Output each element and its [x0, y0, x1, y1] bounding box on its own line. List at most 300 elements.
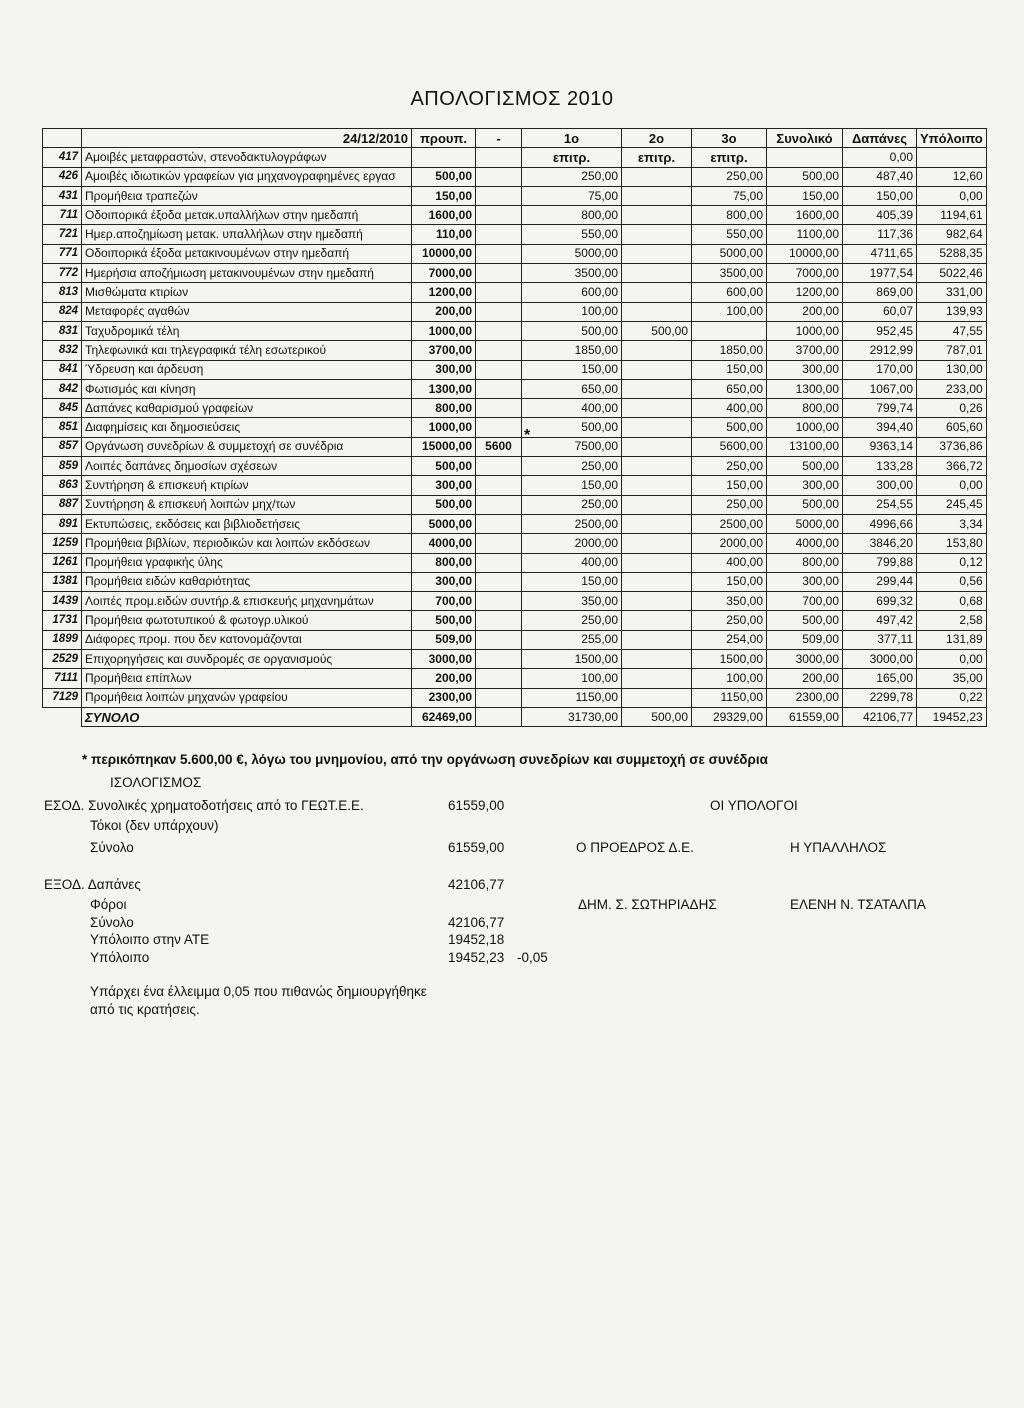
row-code: 845: [43, 399, 82, 418]
row-extra: [476, 630, 522, 649]
row-col1: 1150,00: [522, 688, 622, 707]
row-code: 859: [43, 457, 82, 476]
row-extra: [476, 225, 522, 244]
row-col3: 100,00: [692, 669, 767, 688]
row-col1: 2500,00: [522, 514, 622, 533]
row-col2: [622, 476, 692, 495]
row-budget: 1000,00: [412, 418, 476, 437]
row-extra: [476, 264, 522, 283]
row-col1: 75,00: [522, 186, 622, 205]
row-code: 832: [43, 341, 82, 360]
row-extra: [476, 514, 522, 533]
row-remaining: 0,12: [917, 553, 987, 572]
header-expenses: Δαπάνες: [843, 129, 917, 148]
sum2-label: Σύνολο: [90, 915, 134, 930]
table-body: [43, 129, 987, 727]
total-total: 61559,00: [767, 707, 843, 726]
row-col1: 250,00: [522, 167, 622, 186]
row-remaining: 366,72: [917, 457, 987, 476]
row-col2: [622, 534, 692, 553]
row-total: 509,00: [767, 630, 843, 649]
row-remaining: 5022,46: [917, 264, 987, 283]
row-remaining: 982,64: [917, 225, 987, 244]
row-total: 1600,00: [767, 206, 843, 225]
table-row: [43, 379, 987, 398]
row-col2: [622, 669, 692, 688]
table-row: [43, 148, 987, 167]
row-budget: 200,00: [412, 669, 476, 688]
row-remaining: 0,00: [917, 650, 987, 669]
row-col2: [622, 611, 692, 630]
row-extra: [476, 457, 522, 476]
row-remaining: 245,45: [917, 495, 987, 514]
row-col3: 1150,00: [692, 688, 767, 707]
row-col2: [622, 495, 692, 514]
row-total: 300,00: [767, 476, 843, 495]
row-col2: [622, 457, 692, 476]
ate-label: Υπόλοιπο στην ΑΤΕ: [90, 932, 210, 947]
header-blank-code: [43, 129, 82, 148]
total-expenses: 42106,77: [843, 707, 917, 726]
row-expenses: 0,00: [843, 148, 917, 167]
row-col1: 500,00: [522, 321, 622, 340]
row-budget: 10000,00: [412, 244, 476, 263]
row-budget: 1600,00: [412, 206, 476, 225]
row-extra: [476, 553, 522, 572]
row-budget: 800,00: [412, 553, 476, 572]
row-description: Προμήθεια επίπλων: [82, 669, 412, 688]
row-col1: 2000,00: [522, 534, 622, 553]
row-remaining: 5288,35: [917, 244, 987, 263]
row-expenses: 4711,65: [843, 244, 917, 263]
row-total: 1000,00: [767, 321, 843, 340]
total-extra: [476, 707, 522, 726]
total-col3: 29329,00: [692, 707, 767, 726]
row-total: 500,00: [767, 457, 843, 476]
row-code: 2529: [43, 650, 82, 669]
table-row: [43, 572, 987, 591]
row-col3: 250,00: [692, 495, 767, 514]
row-expenses: 799,88: [843, 553, 917, 572]
table-row: [43, 206, 987, 225]
row-extra: [476, 206, 522, 225]
row-col2: [622, 650, 692, 669]
row-budget: 200,00: [412, 302, 476, 321]
row-col2: [622, 186, 692, 205]
ate-value: 19452,18: [448, 932, 505, 947]
row-col2: [622, 418, 692, 437]
row-description: Επιχορηγήσεις και συνδρομές σε οργανισμούς: [82, 650, 412, 669]
row-expenses: 150,00: [843, 186, 917, 205]
table-row: [43, 688, 987, 707]
income-label: ΕΣΟΔ. Συνολικές χρηματοδοτήσεις από το ΓΕΩΤ.Ε.Ε.: [44, 798, 364, 813]
table-row: [43, 534, 987, 553]
row-description: Οδοιπορικά έξοδα μετακινουμένων στην ημεδαπή: [82, 244, 412, 263]
row-expenses: 4996,66: [843, 514, 917, 533]
row-col3: 800,00: [692, 206, 767, 225]
row-total: 3000,00: [767, 650, 843, 669]
row-description: Αμοιβές μεταφραστών, στενοδακτυλογράφων: [82, 148, 412, 167]
row-description: Ημερήσια αποζήμιωση μετακινουμένων στην ημεδαπή: [82, 264, 412, 283]
total-row: [43, 707, 987, 726]
row-col3: 650,00: [692, 379, 767, 398]
row-extra: [476, 688, 522, 707]
row-col3: 550,00: [692, 225, 767, 244]
row-remaining: 787,01: [917, 341, 987, 360]
table-row: [43, 611, 987, 630]
header-col3: 3ο: [692, 129, 767, 148]
row-extra: [476, 186, 522, 205]
row-col2: [622, 592, 692, 611]
row-col1: 400,00: [522, 553, 622, 572]
row-budget: 5000,00: [412, 514, 476, 533]
row-budget: 1300,00: [412, 379, 476, 398]
row-expenses: 9363,14: [843, 437, 917, 456]
table-row: [43, 457, 987, 476]
row-col3: 600,00: [692, 283, 767, 302]
row-extra: [476, 611, 522, 630]
header-col1: 1ο: [522, 129, 622, 148]
row-code: 426: [43, 167, 82, 186]
row-remaining: 3736,86: [917, 437, 987, 456]
row-col1: 150,00: [522, 360, 622, 379]
row-col1: 250,00: [522, 495, 622, 514]
row-remaining: 0,00: [917, 186, 987, 205]
row-total: 1100,00: [767, 225, 843, 244]
row-col2: [622, 379, 692, 398]
row-code: 863: [43, 476, 82, 495]
sum2-value: 42106,77: [448, 915, 505, 930]
president-name: ΔΗΜ. Σ. ΣΩΤΗΡΙΑΔΗΣ: [578, 897, 717, 912]
total-label: ΣΥΝΟΛΟ: [82, 707, 412, 726]
row-remaining: 1194,61: [917, 206, 987, 225]
row-total: 500,00: [767, 167, 843, 186]
row-extra: [476, 341, 522, 360]
row-total: 3700,00: [767, 341, 843, 360]
row-description: Προμήθεια βιβλίων, περιοδικών και λοιπών εκδόσεων: [82, 534, 412, 553]
deficit-note-line2: από τις κρατήσεις.: [90, 1002, 200, 1017]
row-extra: [476, 418, 522, 437]
row-col1: 600,00: [522, 283, 622, 302]
row-extra: 5600: [476, 437, 522, 456]
row-col3: 3500,00: [692, 264, 767, 283]
row-extra: [476, 379, 522, 398]
row-col3: 500,00: [692, 418, 767, 437]
row-expenses: 165,00: [843, 669, 917, 688]
row-code: 857: [43, 437, 82, 456]
table-header-row: [43, 129, 987, 148]
row-code: 431: [43, 186, 82, 205]
row-budget: 15000,00: [412, 437, 476, 456]
row-total: 800,00: [767, 553, 843, 572]
table-row: [43, 650, 987, 669]
table-row: [43, 630, 987, 649]
row-description: Ταχυδρομικά τέλη: [82, 321, 412, 340]
row-extra: [476, 244, 522, 263]
row-col1: 800,00: [522, 206, 622, 225]
row-col1: 100,00: [522, 669, 622, 688]
table-row: [43, 476, 987, 495]
row-col2: [622, 360, 692, 379]
row-total: 700,00: [767, 592, 843, 611]
row-total: 2300,00: [767, 688, 843, 707]
row-col1: 3500,00: [522, 264, 622, 283]
row-col1: 1850,00: [522, 341, 622, 360]
row-col3: 75,00: [692, 186, 767, 205]
row-description: Μεταφορές αγαθών: [82, 302, 412, 321]
row-total: 1000,00: [767, 418, 843, 437]
table-row: [43, 437, 987, 456]
row-remaining: 12,60: [917, 167, 987, 186]
row-col1: 250,00: [522, 611, 622, 630]
row-col3: 254,00: [692, 630, 767, 649]
row-col3: 1500,00: [692, 650, 767, 669]
row-col2: 500,00: [622, 321, 692, 340]
row-expenses: 405,39: [843, 206, 917, 225]
row-col2: [622, 437, 692, 456]
row-total: 500,00: [767, 611, 843, 630]
row-description: Διαφημίσεις και δημοσιεύσεις: [82, 418, 412, 437]
remaining-label: Υπόλοιπο: [90, 950, 150, 965]
row-col2: [622, 341, 692, 360]
row-col2: [622, 514, 692, 533]
row-description: Διάφορες προμ. που δεν κατονομάζονται: [82, 630, 412, 649]
row-expenses: 60,07: [843, 302, 917, 321]
row-col1: 5000,00: [522, 244, 622, 263]
row-col2: [622, 167, 692, 186]
interest-label: Τόκοι (δεν υπάρχουν): [90, 818, 219, 833]
row-remaining: 233,00: [917, 379, 987, 398]
row-col1: 255,00: [522, 630, 622, 649]
row-description: Αμοιβές ιδιωτικών γραφείων για μηχανογραφημένες εργασ: [82, 167, 412, 186]
row-budget: 2300,00: [412, 688, 476, 707]
row-description: Μισθώματα κτιρίων: [82, 283, 412, 302]
row-extra: [476, 283, 522, 302]
table-row: [43, 360, 987, 379]
row-budget: 500,00: [412, 495, 476, 514]
row-expenses: 952,45: [843, 321, 917, 340]
row-code: 1381: [43, 572, 82, 591]
row-col3: 400,00: [692, 553, 767, 572]
row-expenses: 2299,78: [843, 688, 917, 707]
row-expenses: 869,00: [843, 283, 917, 302]
row-expenses: 497,42: [843, 611, 917, 630]
auditors-label: ΟΙ ΥΠΟΛΟΓΟΙ: [710, 798, 798, 813]
table-row: [43, 186, 987, 205]
table-row: [43, 321, 987, 340]
row-total: 13100,00: [767, 437, 843, 456]
row-description: Ημερ.αποζημίωση μετακ. υπαλλήλων στην ημεδαπή: [82, 225, 412, 244]
row-description: Συντήρηση & επισκευή κτιρίων: [82, 476, 412, 495]
row-col2: [622, 206, 692, 225]
header-date: 24/12/2010: [82, 129, 412, 148]
row-description: Προμήθεια γραφικής ύλης: [82, 553, 412, 572]
row-description: Προμήθεια φωτοτυπικού & φωτογρ.υλικού: [82, 611, 412, 630]
row-code: 7111: [43, 669, 82, 688]
table-row: [43, 399, 987, 418]
deficit-note-line1: Υπάρχει ένα έλλειμμα 0,05 που πιθανώς δημιουργήθηκε: [90, 984, 427, 999]
row-col1: 350,00: [522, 592, 622, 611]
row-expenses: 170,00: [843, 360, 917, 379]
row-expenses: 117,36: [843, 225, 917, 244]
row-description: Λοιπές δαπάνες δημοσίων σχέσεων: [82, 457, 412, 476]
row-col3: 2000,00: [692, 534, 767, 553]
row-budget: 1000,00: [412, 321, 476, 340]
row-expenses: 799,74: [843, 399, 917, 418]
row-col3: 250,00: [692, 457, 767, 476]
row-budget: 800,00: [412, 399, 476, 418]
row-description: Προμήθεια λοιπών μηχανών γραφείου: [82, 688, 412, 707]
row-col2: επιτρ.: [622, 148, 692, 167]
row-remaining: 130,00: [917, 360, 987, 379]
difference-value: -0,05: [517, 950, 548, 965]
row-code: 417: [43, 148, 82, 167]
document-title: ΑΠΟΛΟΓΙΣΜΟΣ 2010: [410, 88, 614, 110]
row-description: Συντήρηση & επισκευή λοιπών μηχ/των: [82, 495, 412, 514]
income-value: 61559,00: [448, 798, 505, 813]
row-code: 772: [43, 264, 82, 283]
row-budget: 300,00: [412, 360, 476, 379]
row-total: 1200,00: [767, 283, 843, 302]
row-code: 1899: [43, 630, 82, 649]
row-total: 4000,00: [767, 534, 843, 553]
row-remaining: 0,68: [917, 592, 987, 611]
row-col2: [622, 225, 692, 244]
row-budget: 300,00: [412, 572, 476, 591]
row-extra: [476, 650, 522, 669]
row-col3: 150,00: [692, 476, 767, 495]
row-description: Οργάνωση συνεδρίων & συμμετοχή σε συνέδρια: [82, 437, 412, 456]
row-code: 1439: [43, 592, 82, 611]
row-col1: 150,00: [522, 572, 622, 591]
row-code: 1259: [43, 534, 82, 553]
row-col2: [622, 553, 692, 572]
total-col1: 31730,00: [522, 707, 622, 726]
table-row: [43, 418, 987, 437]
row-total: [767, 148, 843, 167]
row-description: Οδοιπορικά έξοδα μετακ.υπαλλήλων στην ημεδαπή: [82, 206, 412, 225]
row-code: 841: [43, 360, 82, 379]
row-description: Ύδρευση και άρδευση: [82, 360, 412, 379]
row-code: 851: [43, 418, 82, 437]
row-col3: 250,00: [692, 611, 767, 630]
row-remaining: [917, 148, 987, 167]
row-budget: 7000,00: [412, 264, 476, 283]
row-col2: [622, 630, 692, 649]
row-col3: 150,00: [692, 572, 767, 591]
accounts-table: [42, 128, 987, 727]
row-budget: [412, 148, 476, 167]
row-col3: 400,00: [692, 399, 767, 418]
row-col3: 150,00: [692, 360, 767, 379]
row-code: 1261: [43, 553, 82, 572]
row-col2: [622, 283, 692, 302]
row-expenses: 1067,00: [843, 379, 917, 398]
table-row: [43, 669, 987, 688]
row-description: Δαπάνες καθαρισμού γραφείων: [82, 399, 412, 418]
row-col3: 1850,00: [692, 341, 767, 360]
header-col2: 2ο: [622, 129, 692, 148]
row-description: Φωτισμός και κίνηση: [82, 379, 412, 398]
row-expenses: 254,55: [843, 495, 917, 514]
row-extra: [476, 495, 522, 514]
row-budget: 500,00: [412, 167, 476, 186]
row-expenses: 2912,99: [843, 341, 917, 360]
row-remaining: 3,34: [917, 514, 987, 533]
row-remaining: 35,00: [917, 669, 987, 688]
row-col3: επιτρ.: [692, 148, 767, 167]
row-extra: [476, 572, 522, 591]
row-total: 200,00: [767, 669, 843, 688]
employee-name: ΕΛΕΝΗ Ν. ΤΣΑΤΑΛΠΑ: [790, 897, 926, 912]
row-extra: [476, 302, 522, 321]
row-expenses: 133,28: [843, 457, 917, 476]
row-budget: 500,00: [412, 457, 476, 476]
row-extra: [476, 399, 522, 418]
footnote: * περικόπηκαν 5.600,00 €, λόγω του μνημονίου, από την οργάνωση συνεδρίων και συμμετοχή σε συνέδρια: [82, 752, 768, 767]
row-expenses: 487,40: [843, 167, 917, 186]
row-total: 1300,00: [767, 379, 843, 398]
balance-heading: ΙΣΟΛΟΓΙΣΜΟΣ: [110, 775, 202, 790]
taxes-label: Φόροι: [90, 897, 127, 912]
row-remaining: 0,26: [917, 399, 987, 418]
row-extra: [476, 360, 522, 379]
row-remaining: 2,58: [917, 611, 987, 630]
row-code: 831: [43, 321, 82, 340]
table-row: [43, 225, 987, 244]
row-total: 800,00: [767, 399, 843, 418]
row-col2: [622, 264, 692, 283]
row-budget: 150,00: [412, 186, 476, 205]
row-extra: [476, 321, 522, 340]
row-col3: 250,00: [692, 167, 767, 186]
row-budget: 500,00: [412, 611, 476, 630]
row-col1: επιτρ.: [522, 148, 622, 167]
row-col1: 650,00: [522, 379, 622, 398]
expense-value: 42106,77: [448, 877, 505, 892]
row-expenses: 394,40: [843, 418, 917, 437]
row-extra: [476, 476, 522, 495]
row-code: 771: [43, 244, 82, 263]
row-col3: 2500,00: [692, 514, 767, 533]
total-remaining: 19452,23: [917, 707, 987, 726]
row-budget: 300,00: [412, 476, 476, 495]
row-col1: 550,00: [522, 225, 622, 244]
row-col3: 5000,00: [692, 244, 767, 263]
total-blank: [43, 707, 82, 726]
row-description: Τηλεφωνικά και τηλεγραφικά τέλη εσωτερικού: [82, 341, 412, 360]
row-extra: [476, 167, 522, 186]
remaining-value: 19452,23: [448, 950, 505, 965]
row-budget: 700,00: [412, 592, 476, 611]
header-dash: -: [476, 129, 522, 148]
row-col1: 100,00: [522, 302, 622, 321]
row-description: Λοιπές προμ.ειδών συντήρ.& επισκευής μηχανημάτων: [82, 592, 412, 611]
row-code: 887: [43, 495, 82, 514]
row-remaining: 0,00: [917, 476, 987, 495]
row-remaining: 47,55: [917, 321, 987, 340]
row-description: Προμήθεια ειδών καθαριότητας: [82, 572, 412, 591]
row-col3: 350,00: [692, 592, 767, 611]
header-total: Συνολικό: [767, 129, 843, 148]
row-budget: 4000,00: [412, 534, 476, 553]
row-col1: 150,00: [522, 476, 622, 495]
table-row: [43, 495, 987, 514]
row-col1: 250,00: [522, 457, 622, 476]
row-budget: 110,00: [412, 225, 476, 244]
row-col2: [622, 399, 692, 418]
row-total: 200,00: [767, 302, 843, 321]
